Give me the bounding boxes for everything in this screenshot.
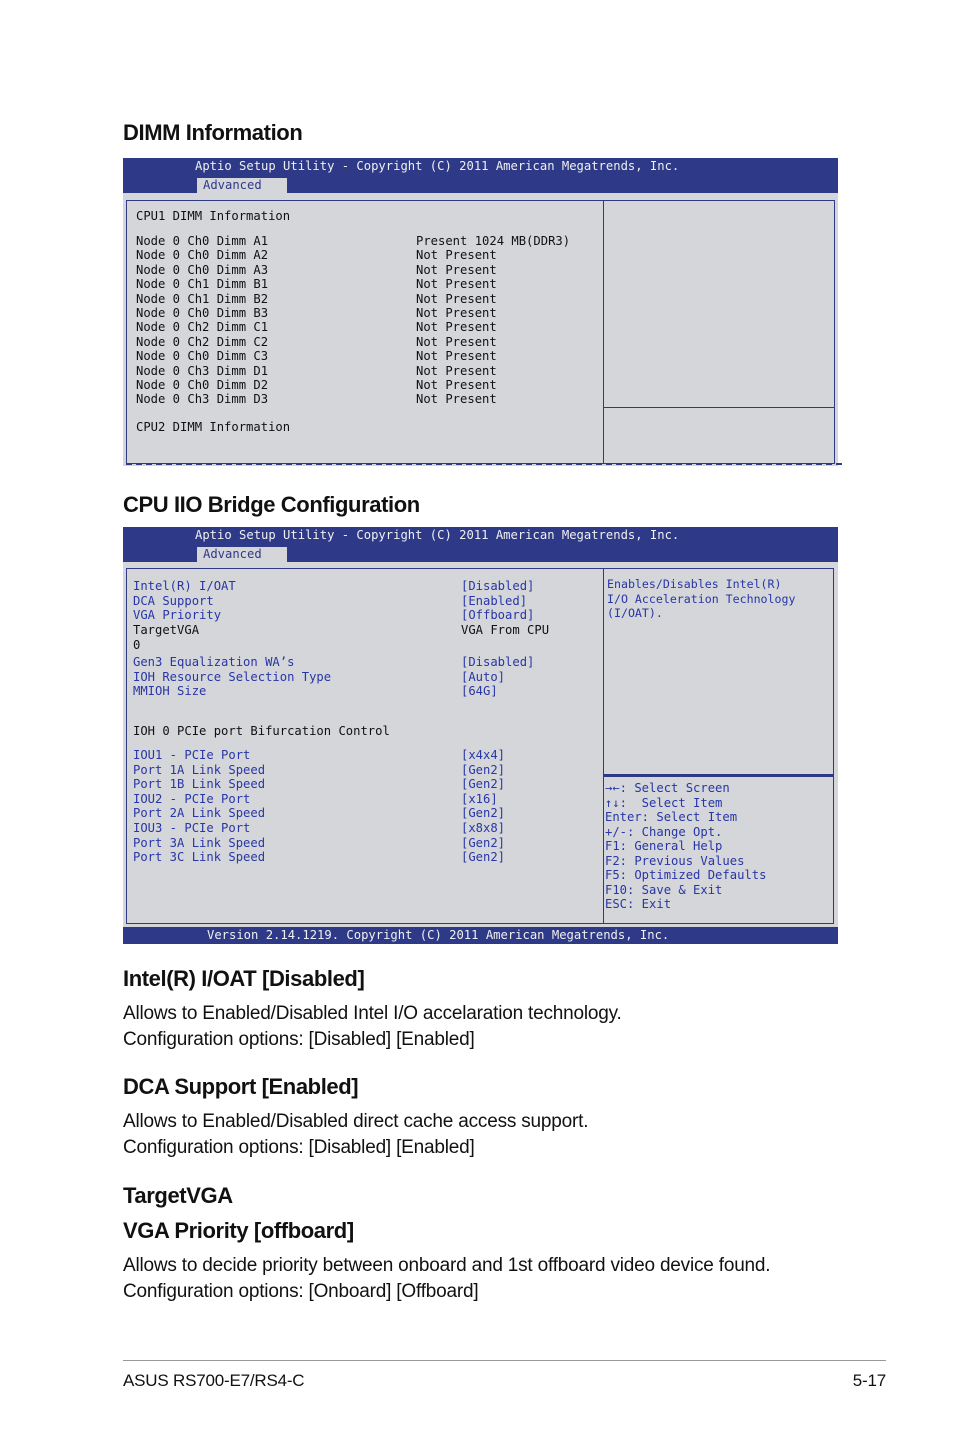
bios-option-value[interactable]: [64G] [461, 684, 498, 699]
dimm-slot-status: Not Present [416, 306, 497, 320]
bios-version-bar [123, 927, 838, 944]
cut-line-divider [126, 463, 842, 465]
bios-option-value[interactable]: [Gen2] [461, 777, 506, 792]
bios-option-value[interactable]: [Gen2] [461, 835, 506, 850]
dimm-slot-name: Node 0 Ch3 Dimm D3 [136, 392, 269, 407]
dimm-keys-pane [603, 407, 835, 464]
dimm-slot-status: Not Present [416, 320, 497, 335]
iio-help-pane [603, 568, 834, 776]
heading-ioat: Intel(R) I/OAT [Disabled] [123, 966, 365, 991]
dimm-slot-status: Not Present [416, 277, 497, 292]
dca-description: Allows to Enabled/Disabled direct cache access support. [123, 1111, 589, 1132]
bifurcation-label: IOH 0 PCIe port Bifurcation Control [133, 724, 390, 738]
targetvga-value: VGA From CPU [461, 623, 550, 637]
key-legend-line: F5: Optimized Defaults [605, 868, 767, 882]
dimm-slot-status: Not Present [416, 334, 497, 349]
vga-options: Configuration options: [Onboard] [Offboard] [123, 1281, 479, 1302]
dimm-slot-status: Present 1024 MB(DDR3) [416, 234, 571, 248]
cpu2-dimm-label: CPU2 DIMM Information [136, 420, 291, 434]
bios-option-label[interactable]: Port 1B Link Speed [133, 777, 266, 792]
dimm-slot-status: Not Present [416, 262, 497, 277]
heading-dca: DCA Support [Enabled] [123, 1074, 359, 1099]
iio-keys-pane [603, 776, 834, 924]
bios-option-label[interactable]: IOH Resource Selection Type [133, 669, 332, 684]
dimm-slot-name: Node 0 Ch2 Dimm C2 [136, 334, 269, 349]
dimm-main-pane [126, 200, 604, 464]
targetvga-label: TargetVGA [133, 623, 200, 637]
bios-option-label[interactable]: Port 2A Link Speed [133, 806, 266, 821]
bios-option-label[interactable]: VGA Priority [133, 608, 222, 623]
key-legend-line: F10: Save & Exit [605, 882, 723, 897]
targetvga-extra: 0 [133, 638, 141, 652]
dimm-slot-name: Node 0 Ch0 Dimm A3 [136, 262, 269, 277]
bios-title: Aptio Setup Utility - Copyright (C) 2011 American Megatrends, Inc. [195, 159, 680, 173]
section-heading-iio: CPU IIO Bridge Configuration [123, 492, 420, 517]
bios-option-label[interactable]: IOU2 - PCIe Port [133, 791, 251, 806]
tab-advanced[interactable]: Advanced [197, 547, 287, 562]
iio-main-pane [126, 568, 604, 924]
footer-rule [123, 1360, 886, 1361]
dimm-slot-name: Node 0 Ch0 Dimm A2 [136, 248, 269, 263]
dca-options: Configuration options: [Disabled] [Enabled] [123, 1137, 475, 1158]
bios-option-value[interactable]: [Disabled] [461, 579, 535, 593]
bios-screen-iio [123, 527, 838, 944]
help-line: (I/OAT). [607, 606, 663, 621]
dimm-slot-status: Not Present [416, 248, 497, 263]
bios-option-value[interactable]: [Enabled] [461, 593, 528, 608]
key-legend-line: F1: General Help [605, 839, 723, 853]
vga-description: Allows to decide priority between onboard and 1st offboard video device found. [123, 1255, 771, 1276]
key-legend-line: F2: Previous Values [605, 853, 745, 868]
ioat-options: Configuration options: [Disabled] [Enabled] [123, 1029, 475, 1050]
bios-option-label[interactable]: DCA Support [133, 593, 214, 608]
dimm-slot-status: Not Present [416, 392, 497, 407]
bios-option-label[interactable]: Intel(R) I/OAT [133, 579, 236, 593]
heading-targetvga: TargetVGA [123, 1183, 233, 1208]
help-line: I/O Acceleration Technology [607, 591, 796, 606]
bios-option-value[interactable]: [Disabled] [461, 655, 535, 669]
dimm-slot-name: Node 0 Ch0 Dimm B3 [136, 306, 269, 320]
key-legend-line: →←: Select Screen [605, 781, 730, 795]
bios-option-value[interactable]: [x4x4] [461, 748, 506, 762]
dimm-slot-name: Node 0 Ch0 Dimm C3 [136, 349, 269, 364]
footer-page-number: 5-17 [852, 1371, 886, 1390]
bios-option-label[interactable]: IOU3 - PCIe Port [133, 821, 251, 835]
bios-option-value[interactable]: [Gen2] [461, 806, 506, 821]
dimm-slot-name: Node 0 Ch2 Dimm C1 [136, 320, 269, 335]
key-legend-line: Enter: Select Item [605, 810, 738, 824]
bios-screen-dimm [123, 158, 838, 466]
dimm-slot-name: Node 0 Ch0 Dimm D2 [136, 378, 269, 392]
bios-header-bar [123, 158, 838, 193]
bios-option-value[interactable]: [Gen2] [461, 850, 506, 865]
tab-advanced[interactable]: Advanced [197, 178, 287, 193]
dimm-slot-status: Not Present [416, 378, 497, 392]
bios-header-bar [123, 527, 838, 562]
key-legend-line: ↑↓: Select Item [605, 795, 723, 810]
bios-option-label[interactable]: Port 1A Link Speed [133, 762, 266, 777]
heading-vga-priority: VGA Priority [offboard] [123, 1218, 354, 1243]
dimm-slot-name: Node 0 Ch1 Dimm B2 [136, 291, 269, 306]
section-heading-dimm: DIMM Information [123, 120, 303, 145]
dimm-slot-status: Not Present [416, 363, 497, 378]
bios-option-label[interactable]: MMIOH Size [133, 684, 207, 699]
dimm-help-pane [603, 200, 835, 409]
dimm-slot-name: Node 0 Ch3 Dimm D1 [136, 363, 269, 378]
bios-version: Version 2.14.1219. Copyright (C) 2011 American Megatrends, Inc. [207, 928, 670, 942]
bios-option-label[interactable]: Port 3C Link Speed [133, 850, 266, 865]
key-legend-line: +/-: Change Opt. [605, 824, 723, 839]
footer-model: ASUS RS700-E7/RS4-C [123, 1371, 305, 1390]
bios-option-value[interactable]: [Offboard] [461, 608, 535, 623]
bios-option-value[interactable]: [x16] [461, 791, 498, 806]
dimm-slot-name: Node 0 Ch0 Dimm A1 [136, 234, 269, 248]
bios-option-label[interactable]: IOU1 - PCIe Port [133, 748, 251, 762]
bios-option-value[interactable]: [x8x8] [461, 821, 506, 835]
bios-title: Aptio Setup Utility - Copyright (C) 2011 American Megatrends, Inc. [195, 528, 680, 542]
key-legend-line: ESC: Exit [605, 897, 672, 911]
bios-option-value[interactable]: [Gen2] [461, 762, 506, 777]
bios-option-value[interactable]: [Auto] [461, 669, 506, 684]
cpu1-dimm-label: CPU1 DIMM Information [136, 209, 291, 223]
dimm-slot-status: Not Present [416, 349, 497, 364]
dimm-slot-status: Not Present [416, 291, 497, 306]
dimm-slot-name: Node 0 Ch1 Dimm B1 [136, 277, 269, 292]
ioat-description: Allows to Enabled/Disabled Intel I/O accelaration technology. [123, 1003, 622, 1024]
bios-option-label[interactable]: Port 3A Link Speed [133, 835, 266, 850]
bios-option-label[interactable]: Gen3 Equalization WA’s [133, 655, 295, 669]
help-line: Enables/Disables Intel(R) [607, 577, 782, 591]
